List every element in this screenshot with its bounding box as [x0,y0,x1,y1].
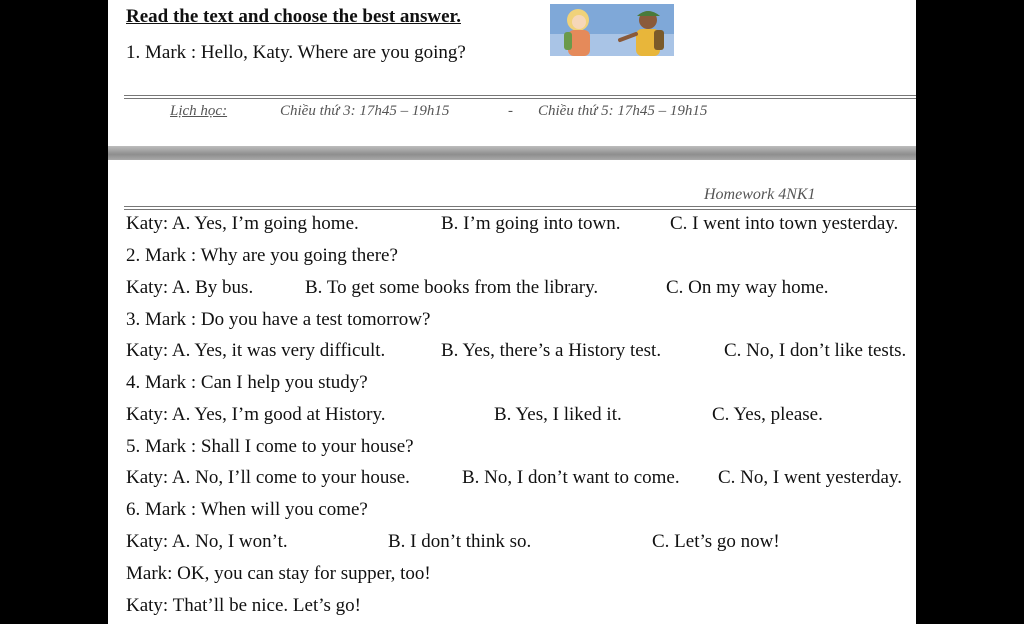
question-5: 5. Mark : Shall I come to your house? [126,436,414,457]
question-2: 2. Mark : Why are you going there? [126,245,398,266]
answer-line-4c: C. Yes, please. [712,404,823,425]
footer-rule-2 [124,98,916,99]
exercise-title: Read the text and choose the best answer. [126,6,461,27]
answer-line-5b: B. No, I don’t want to come. [462,467,680,488]
question-4: 4. Mark : Can I help you study? [126,372,368,393]
header-rule-2 [124,209,916,210]
answer-line-1c: C. I went into town yesterday. [670,213,899,234]
answer-line-3a: Katy: A. Yes, it was very difficult. [126,340,386,361]
question-3: 3. Mark : Do you have a test tomorrow? [126,309,431,330]
document-page-bottom [108,160,916,624]
answer-line-4b: B. Yes, I liked it. [494,404,622,425]
question-6: 6. Mark : When will you come? [126,499,368,520]
answer-line-2b: B. To get some books from the library. [305,277,599,298]
mark-closing-line: Mark: OK, you can stay for supper, too! [126,563,431,584]
answer-line-6c: C. Let’s go now! [652,531,780,552]
footer-rule [124,95,916,96]
answer-line-5c: C. No, I went yesterday. [718,467,902,488]
document-page-top [108,0,916,148]
kids-cartoon-illustration [550,4,674,56]
answer-line-2a: Katy: A. By bus. [126,277,254,298]
schedule-label: Lịch học: [170,103,228,119]
schedule-separator: - [508,103,513,119]
schedule-tuesday: Chiều thứ 3: 17h45 – 19h15 [280,103,450,119]
answer-line-4a: Katy: A. Yes, I’m good at History. [126,404,386,425]
answer-line-2c: C. On my way home. [666,277,829,298]
page-break [108,146,916,160]
answer-line-3c: C. No, I don’t like tests. [724,340,907,361]
katy-closing-line: Katy: That’ll be nice. Let’s go! [126,595,361,616]
answer-line-1a: Katy: A. Yes, I’m going home. [126,213,359,234]
answer-line-6b: B. I don’t think so. [388,531,532,552]
header-rule [124,206,916,207]
schedule-thursday: Chiều thứ 5: 17h45 – 19h15 [538,103,708,119]
question-1: 1. Mark : Hello, Katy. Where are you going? [126,42,466,63]
answer-line-6a: Katy: A. No, I won’t. [126,531,288,552]
homework-header: Homework 4NK1 [704,186,816,203]
answer-line-1b: B. I’m going into town. [441,213,621,234]
answer-line-5a: Katy: A. No, I’ll come to your house. [126,467,410,488]
answer-line-3b: B. Yes, there’s a History test. [441,340,662,361]
